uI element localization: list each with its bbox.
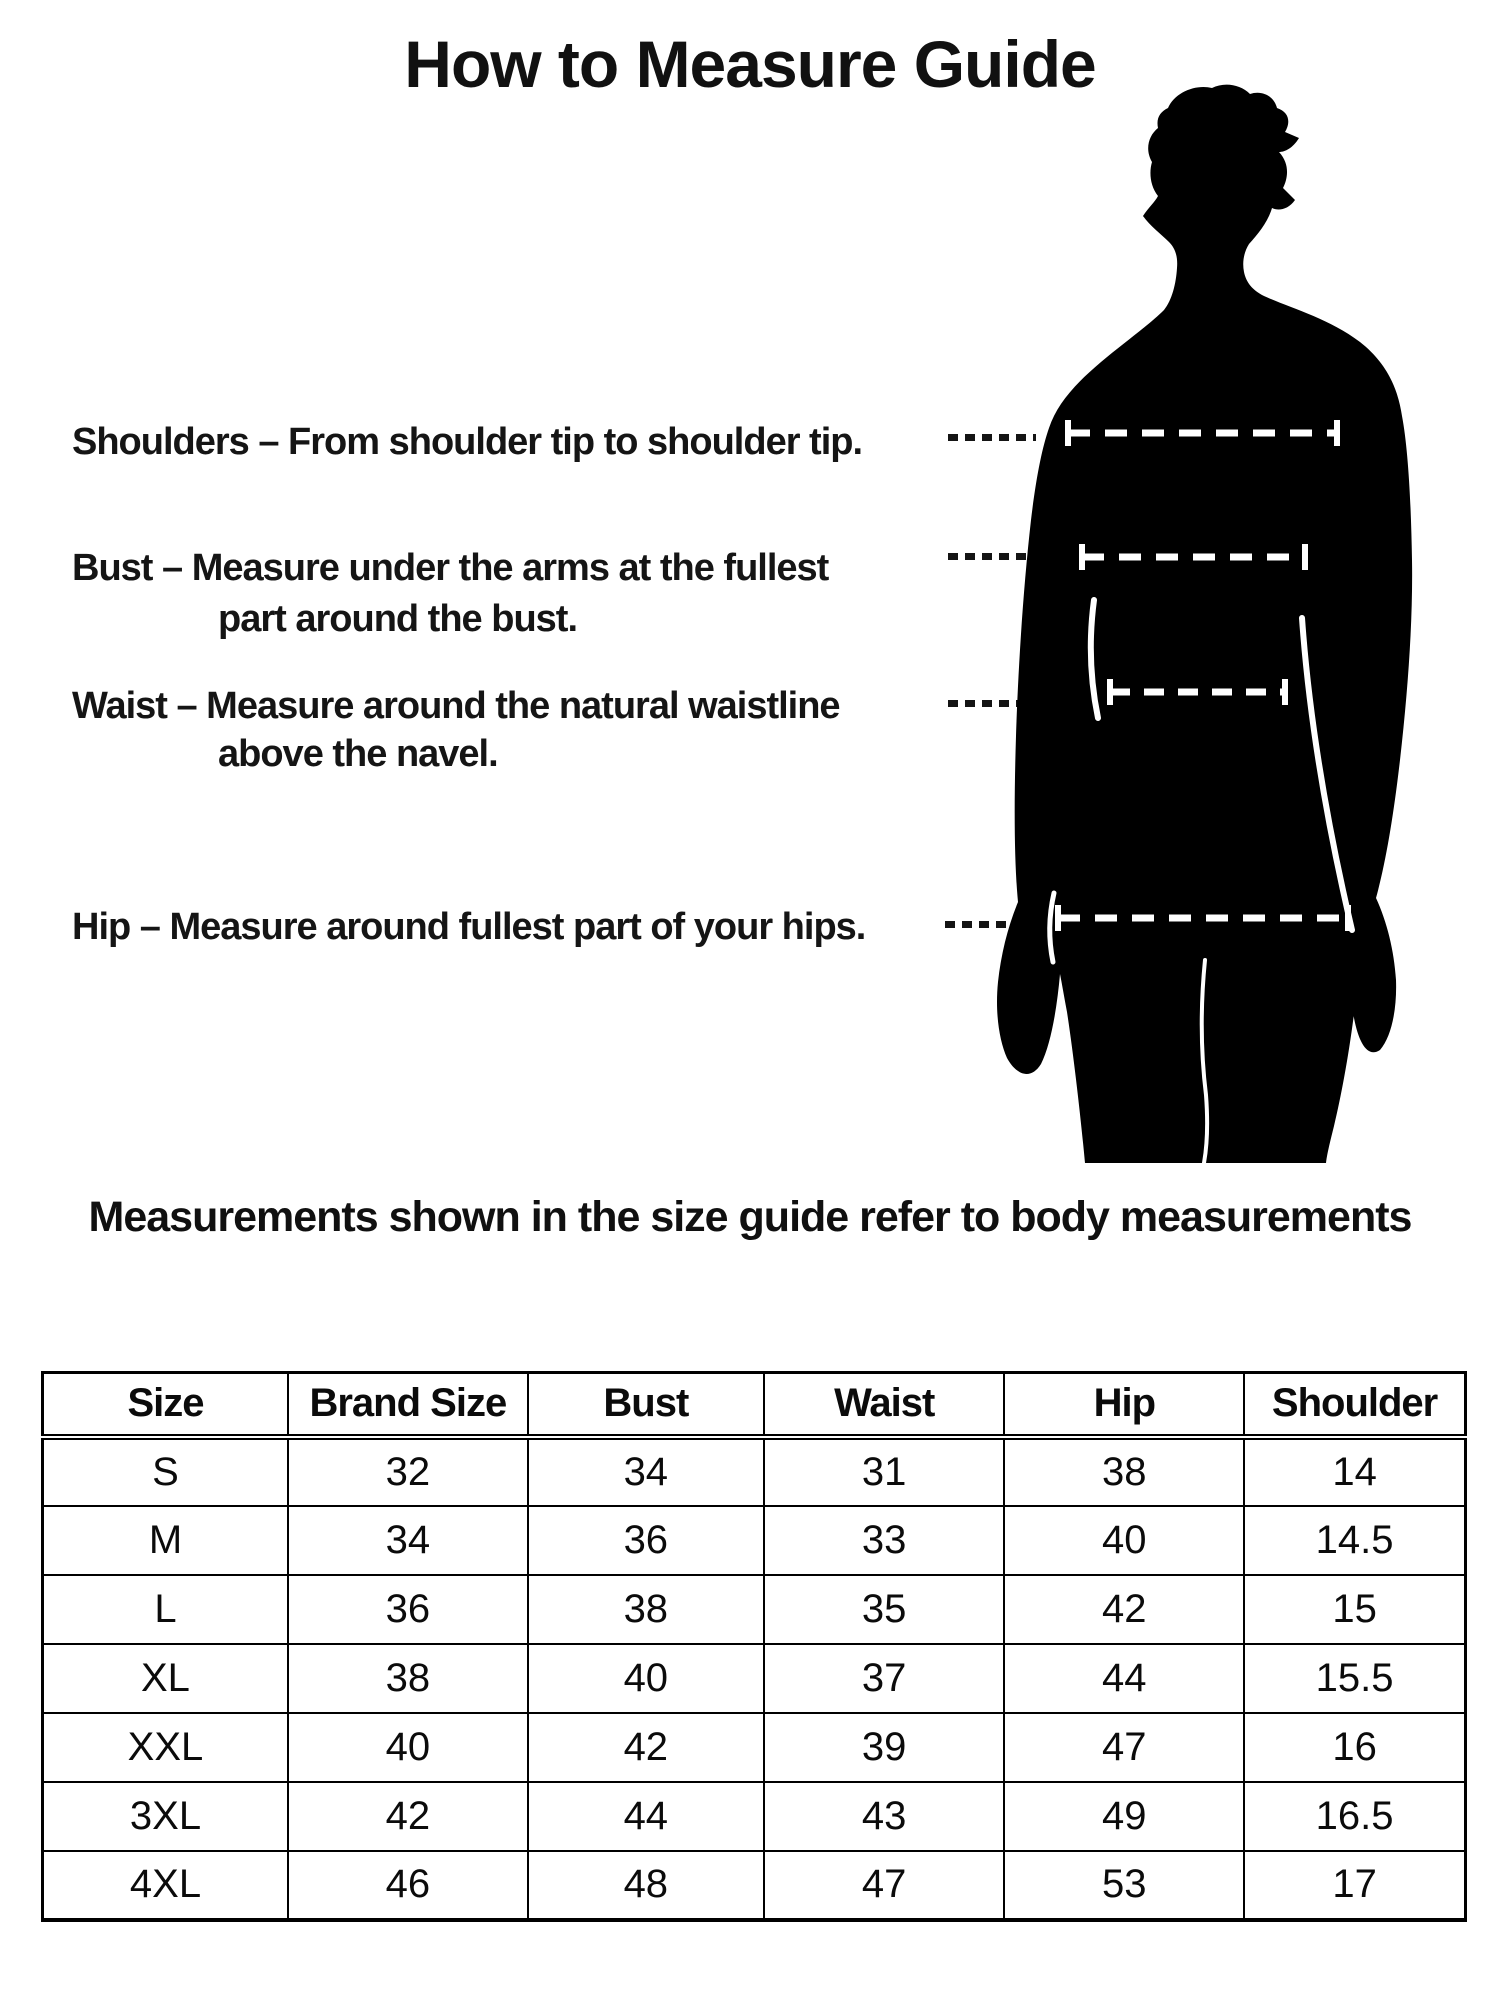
size-table — [41, 1371, 1467, 1922]
shoulders-label: Shoulders – From shoulder tip to shoulder tip. — [72, 421, 863, 463]
table-cell: 44 — [1004, 1644, 1244, 1713]
note-text: Measurements shown in the size guide refer to body measurements — [88, 1193, 1412, 1241]
table-row — [43, 1851, 1466, 1920]
table-cell: 32 — [288, 1437, 528, 1506]
table-cell: 14.5 — [1244, 1506, 1465, 1575]
table-row — [43, 1782, 1466, 1851]
table-cell: 37 — [764, 1644, 1004, 1713]
table-row — [43, 1644, 1466, 1713]
waist-label-line1: Waist – Measure around the natural waistline — [72, 685, 840, 727]
female-back-silhouette-icon — [950, 83, 1420, 1165]
table-cell: 46 — [288, 1851, 528, 1920]
table-cell: 42 — [288, 1782, 528, 1851]
table-cell: 48 — [528, 1851, 764, 1920]
table-cell: 4XL — [43, 1851, 288, 1920]
table-cell: 38 — [288, 1644, 528, 1713]
table-cell: 44 — [528, 1782, 764, 1851]
table-cell: 36 — [288, 1575, 528, 1644]
table-cell: 39 — [764, 1713, 1004, 1782]
bust-label-line2: part around the bust. — [218, 598, 577, 640]
table-cell: XL — [43, 1644, 288, 1713]
table-cell: 16 — [1244, 1713, 1465, 1782]
figure-area — [950, 83, 1420, 1165]
col-header-brand-size: Brand Size — [288, 1373, 528, 1437]
page-title: How to Measure Guide — [404, 27, 1096, 101]
table-cell: 35 — [764, 1575, 1004, 1644]
col-header-size: Size — [43, 1373, 288, 1437]
table-row — [43, 1437, 1466, 1506]
table-cell: L — [43, 1575, 288, 1644]
hip-label: Hip – Measure around fullest part of your hips. — [72, 906, 866, 948]
table-cell: 17 — [1244, 1851, 1465, 1920]
table-cell: 16.5 — [1244, 1782, 1465, 1851]
bust-label-line1: Bust – Measure under the arms at the fullest — [72, 547, 829, 589]
table-cell: XXL — [43, 1713, 288, 1782]
table-cell: 31 — [764, 1437, 1004, 1506]
table-row — [43, 1506, 1466, 1575]
silhouette-body — [997, 85, 1412, 1163]
table-cell: 15.5 — [1244, 1644, 1465, 1713]
table-cell: 14 — [1244, 1437, 1465, 1506]
table-cell: 38 — [528, 1575, 764, 1644]
table-cell: 15 — [1244, 1575, 1465, 1644]
table-cell: 47 — [764, 1851, 1004, 1920]
table-cell: 38 — [1004, 1437, 1244, 1506]
table-row — [43, 1575, 1466, 1644]
col-header-hip: Hip — [1004, 1373, 1244, 1437]
table-cell: 53 — [1004, 1851, 1244, 1920]
table-cell: 33 — [764, 1506, 1004, 1575]
table-cell: 36 — [528, 1506, 764, 1575]
table-cell: 49 — [1004, 1782, 1244, 1851]
table-cell: 42 — [528, 1713, 764, 1782]
table-cell: 47 — [1004, 1713, 1244, 1782]
table-row — [43, 1713, 1466, 1782]
col-header-waist: Waist — [764, 1373, 1004, 1437]
table-cell: 34 — [288, 1506, 528, 1575]
size-table-header-row — [43, 1373, 1466, 1437]
table-cell: 3XL — [43, 1782, 288, 1851]
col-header-shoulder: Shoulder — [1244, 1373, 1465, 1437]
table-cell: 42 — [1004, 1575, 1244, 1644]
table-cell: 43 — [764, 1782, 1004, 1851]
table-cell: 34 — [528, 1437, 764, 1506]
table-cell: S — [43, 1437, 288, 1506]
table-cell: 40 — [1004, 1506, 1244, 1575]
table-cell: 40 — [528, 1644, 764, 1713]
table-cell: M — [43, 1506, 288, 1575]
col-header-bust: Bust — [528, 1373, 764, 1437]
table-cell: 40 — [288, 1713, 528, 1782]
waist-label-line2: above the navel. — [218, 733, 498, 775]
